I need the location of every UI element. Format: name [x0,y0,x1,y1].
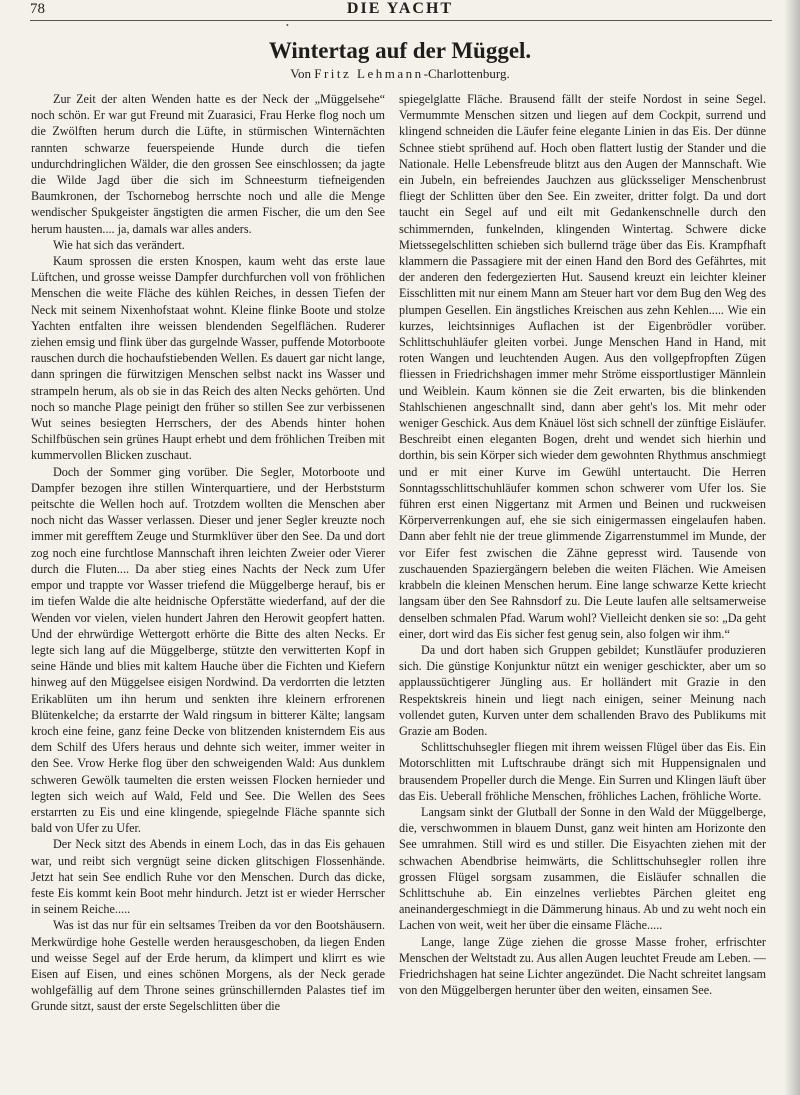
paragraph: Kaum sprossen die ersten Knospen, kaum weht das erste laue Lüftchen, und grosse weisse Dampfer durchfurchen voll von fröhlichen Menschen die weite Fläche des kühlen Reiches, in dessen Tiefen der Neck mit seinem Nixenhofstaat wohnt. Kleine flinke Boote und stolze Yachten entfalten ihre weissen blendenden Segelflächen. Ruderer ziehen emsig und flink über das gurgelnde Wasser, puffende Motorboote rauschen durch die hochaufstiebenden Wellen. Es dauert gar nicht lange, dann springen die fürwitzigen Menschen selbst nackt ins Wasser und strampeln herum, als ob sie in das Reich des alten Necks gehörten. Und noch so manche Plage peinigt den früher so stillen See zur verbissenen Wut seines besiegten Herrschers, der des Abends hinter hohen Schilfbüschen sein grünes Haupt erhebt und dem fröhlichen Treiben mit kummervollen Blicken zuschaut. [31,254,385,463]
paragraph: Doch der Sommer ging vorüber. Die Segler, Motorboote und Dampfer bezogen ihre stillen Winterquartiere, und der Herbststurm peitschte die Wellen hoch auf. Trotzdem wollten die Menschen aber noch nicht das Wasser verlassen. Dieser und jener Segler kreuzte noch immer mit gerefftem Zeuge und Sturmklüver über den See. Da und dort zog noch eine furchtlose Mannschaft ihren leichten Zweier oder Vierer durch die Fluten.... Da aber stieg eines Nachts der Neck zum Ufer empor und trappte vor Wasser triefend die Müggelberge herauf, bis er im tiefen Walde die alte heidnische Opferstätte wiederfand, auf der die Wenden vor vielen, vielen hundert Jahren den Herowit geopfert hatten. Und der ehrwürdige Wettergott erhörte die Bitte des alten Necks. Er legte sich lang auf die Müggelberge, stützte den verwitterten Kopf in seine Hände und blies mit kaltem Hauche über die Fichten und Kiefern hinweg auf den Müggelsee eisigen Nordwind. Da verdorrten die letzten Erikablüten um ihn herum und senkten ihre kleinern erfrorenen Blütenkelche; da erstarrte der Wald ringsum in bitterer Kälte; langsam kroch eine feine, ganz feine Decke von blitzenden knisterndem Eis aus dem Schilf des Ufers heraus und dehnte sich weiter, immer weiter in den See. Vrow Herke flog über den schweigenden Wald: Aus dunklem schweren Gewölk taumelten die ersten weissen Flocken hernieder und legten sich weich auf Wald, Feld und See. Die Wellen des Sees erstarrten zu Eis und eine klingende, spiegelnde Fläche spannte sich bald von Ufer zu Ufer. [31,464,385,836]
byline-author: Fritz Lehmann [314,66,424,81]
page-edge-shadow [784,0,800,1095]
running-title: DIE YACHT [346,0,454,17]
header-rule [30,20,772,21]
paragraph: Langsam sinkt der Glutball der Sonne in den Wald der Müggelberge, die, verschwommen in blauem Dunst, ganz weit hinten am Horizonte den See umrahmen. Still wird es und stiller. Die Eisyachten ziehen mit der schwachen Abendbrise heimwärts, die Schlittschuhsegler rollen ihre grossen Flügel sorgsam zusammen, die Eisläufer schnallen die Schlittschuhe ab. Ein einzelnes verliebtes Pärchen gleitet eng aneinandergeschmiegt in die Dämmerung hinaus. Ab und zu weht noch ein Lachen von weit, weit her über die einsame Fläche..... [399,804,766,933]
paragraph: Zur Zeit der alten Wenden hatte es der Neck der „Müggelsehe“ noch schön. Er war gut Freund mit Zuarasici, Frau Herke flog noch um die Zwölften herum durch die Lüfte, in stürmischen Winternächten rannten schwarze feuerspeiende Hunde durch die tiefen undurchdringlichen Wälder, die den grossen See einschlossen; da jagte die Wilde Jagd über die sich im Schneesturm tiefneigenden Baumkronen, der Tschornebog herrschte noch und alle die Menge wendischer Spukgeister ängstigten die armen Fischer, die um den See herum hausten.... ja, damals war alles anders. [31,92,385,236]
paragraph: Wie hat sich das verändert. [53,237,185,252]
byline-suffix: -Charlottenburg. [423,66,510,81]
byline [0,66,800,82]
paragraph: Schlittschuhsegler fliegen mit ihrem weissen Flügel über das Eis. Ein Motorschlitten mit Luftschraube drängt sich mit Huppensignalen und brausendem Propeller durch die Menge. Ein Surren und Klingen läuft über das Eis. Ueberall fröhliche Menschen, fröhliches Lachen, fröhliche Worte. [399,740,766,803]
byline-prefix: Von [290,66,311,81]
paragraph: Lange, lange Züge ziehen die grosse Masse froher, erfrischter Menschen der Weltstadt zu. Aus allen Augen leuchtet Freude am Leben. — Friedrichshagen hat seine Lichter angezündet. Die Nacht schreitet langsam von den Müggelbergen herunter über den weiten, einsamen See. [399,934,766,998]
paragraph: Der Neck sitzt des Abends in einem Loch, das in das Eis gehauen war, und reibt sich vergnügt seine dicken glitschigen Flossenhände. Jetzt hat sein See endlich Ruhe vor den Menschen. Durch das dicke, feste Eis kommt kein Boot mehr hindurch. Jetzt ist er wieder Herrscher in seinem Reiche..... [31,837,385,917]
paragraph: spiegelglatte Fläche. Brausend fällt der steife Nordost in seine Segel. Vermummte Menschen sitzen und liegen auf dem Cockpit, surrend und klingend schneiden die Läufer feine elegante Linien in das Eis. Der dünne Schnee stiebt sprühend auf. Hoch oben flattert lustig der Stander und die Nationale. Helle Lebensfreude blitzt aus den Augen der Mannschaft. Wie ein Jubeln, ein befreiendes Jauchzen aus glücksseliger Menschenbrust fliegt der Schlitten über den See. Ein zweiter, dritter folgt. Da und dort taucht ein Segel auf und eilt mit Gedankenschnelle durch den schimmernden, funkelnden, klingenden Wintertag. Schwere dicke Mietssegelschlitten schieben sich bullernd träge über das Eis. Krampfhaft klammern die Passagiere mit der einen Hand den Bord des Gefährtes, mit der anderen den federgezierten Hut. Sausend kreuzt ein leichter kleiner Eisschlitten mit nur einem Mann am Steuer hart vor dem Bug den Weg des plumpen Gesellen. Ein ängstliches Kreischen aus zehn Kehlen..... Wie ein kurzes, leichtsinniges Auflachen ist der Eigenbrödler vorüber. Schlittschuhläufer gleiten vorbei. Junge Menschen Hand in Hand, mit roten Wangen und leuchtenden Augen. Aus den vollgepfropften Zügen fliessen in Friedrichshagen immer mehr Ströme eissportlustiger Männlein und Weiblein. Kaum können sie die Zeit erwarten, bis die blinkenden Stahlschienen angeschnallt sind, dann aber geht's los. Mit mehr oder weniger Geschick. Aus dem Knäuel löst sich schnell der zünftige Eisläufer. Beschreibt einen eleganten Bogen, dreht und wendet sich hierhin und dorthin, bis sein Körper sich wieder dem gewohnten Rhythmus anschmiegt und er mit einer Kurve im Gewühl untertaucht. Die Herren Sonntagsschlittschuhläufer kommen schon schwerer vom Ufer los. Sie führen erst einen Niggertanz mit Armen und Beinen und ruckweisen Körperverrenkungen auf, ehe sie sich einigermassen eingelaufen haben. Dann aber fehlt nie der treue glimmende Zigarrenstummel im Munde, der vor Eifer fest zwischen die Zähne gepresst wird. Tausende von zuschauenden Spaziergängern beleben die weiten Flächen. Wie Ameisen krabbeln die kleinen Menschen herum. Eine lange schwarze Kette kriecht langsam über den See Rahnsdorf zu. Die Leute laufen alle seltsamerweise denselben schmalen Pfad. Warum wohl? Vielleicht denken sie so: „Da geht einer, dort wird das Eis sicher fest genug sein, also folgen wir ihm.“ [399,92,766,641]
right-column [399,91,766,998]
print-mark: • [286,21,289,30]
left-column [31,91,385,1015]
article-title: Wintertag auf der Müggel. [268,38,532,63]
paragraph: Da und dort haben sich Gruppen gebildet; Kunstläufer produzieren sich. Die günstige Konjunktur nützt ein weniger geschickter, aber um so applaussüchtigerer Jüngling aus. Er holländert mit Grazie in den Respektskreis hinein und liegt nach einigen, seiner Meinung nach vollendet guten, Kurven unter dem schallenden Bravo des Publikums mit Grazie am Boden. [399,642,766,738]
page-number: 78 [30,1,45,17]
paragraph: Was ist das nur für ein seltsames Treiben da vor den Bootshäusern. Merkwürdige hohe Gestelle werden herausgeschoben, da liegen Enden und weisse Segel auf der Erde herum, da klimpert und klirrt es wie Eisen auf Eisen, und eines schönen Morgens, als der Neck gerade wohlgefällig auf dem Throne seines grünschillernden Palastes tief im Grunde sitzt, saust der erste Segelschlitten über die [31,918,385,1014]
